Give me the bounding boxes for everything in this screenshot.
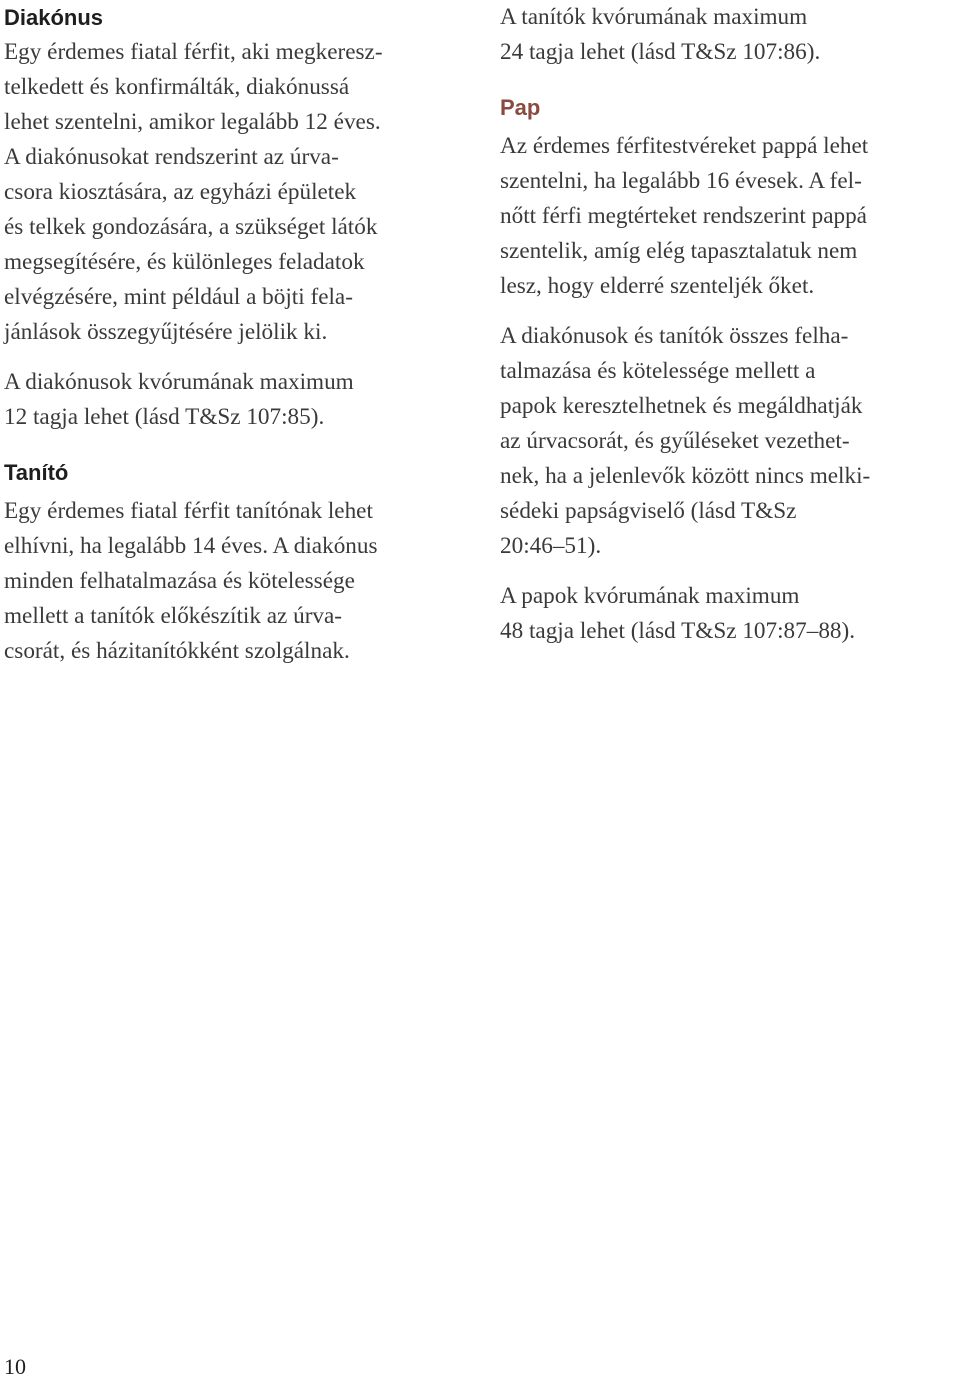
deacon-paragraph <box>4 35 466 350</box>
text-line: 48 tagja lehet (lásd T&Sz 107:87–88). <box>500 618 856 644</box>
left-column <box>4 0 466 669</box>
text-line: Egy érdemes fiatal férfit tanítónak lehet <box>4 498 373 524</box>
text-line: sédeki papságviselő (lásd T&Sz <box>500 498 797 524</box>
text-line: 20:46–51). <box>500 533 602 559</box>
text-line: A tanítók kvórumának maximum <box>500 4 808 30</box>
text-line: telkedett és konfirmálták, diakónussá <box>4 74 350 100</box>
text-line: nőtt férfi megtérteket rendszerint pappá <box>500 203 867 229</box>
text-line: A papok kvórumának maximum <box>500 583 800 609</box>
text-line: lesz, hogy elderré szenteljék őket. <box>500 273 815 299</box>
text-line: 24 tagja lehet (lásd T&Sz 107:86). <box>500 39 821 65</box>
text-line: szentelik, amíg elég tapasztalatuk nem <box>500 238 858 264</box>
section-heading-teacher: Tanító <box>4 460 69 485</box>
text-line: Az érdemes férfitestvéreket pappá lehet <box>500 133 869 159</box>
teacher-quorum-paragraph <box>500 0 958 70</box>
text-line: szentelni, ha legalább 16 évesek. A fel- <box>500 168 862 194</box>
priest-paragraph <box>500 129 958 304</box>
right-column <box>500 0 958 649</box>
text-line: lehet szentelni, amikor legalább 12 éves. <box>4 109 381 135</box>
text-line: mellett a tanítók előkészítik az úrva- <box>4 603 343 629</box>
text-line: Egy érdemes fiatal férfit, aki megkeresz- <box>4 39 383 65</box>
teacher-paragraph <box>4 494 466 669</box>
text-line: A diakónusok és tanítók összes felha- <box>500 323 849 349</box>
section-heading-deacon: Diakónus <box>4 5 104 30</box>
text-line: elvégzésére, mint például a böjti fela- <box>4 284 353 310</box>
text-line: A diakónusok kvórumának maximum <box>4 369 354 395</box>
text-line: és telkek gondozására, a szükséget látók <box>4 214 378 240</box>
text-line: csora kiosztására, az egyházi épületek <box>4 179 357 205</box>
section-heading-priest: Pap <box>500 95 541 120</box>
text-line: az úrvacsorát, és gyűléseket vezethet- <box>500 428 850 454</box>
text-line: A diakónusokat rendszerint az úrva- <box>4 144 339 170</box>
text-line: jánlások összegyűjtésére jelölik ki. <box>4 319 328 345</box>
text-line: csorát, és házitanítókként szolgálnak. <box>4 638 350 664</box>
text-line: papok keresztelhetnek és megáldhatják <box>500 393 863 419</box>
deacon-quorum-paragraph <box>4 365 466 435</box>
priest-authority-paragraph <box>500 319 958 564</box>
text-line: minden felhatalmazása és kötelessége <box>4 568 355 594</box>
text-line: elhívni, ha legalább 14 éves. A diakónus <box>4 533 378 559</box>
text-line: 12 tagja lehet (lásd T&Sz 107:85). <box>4 404 325 430</box>
priest-quorum-paragraph <box>500 579 958 649</box>
text-line: megsegítésére, és különleges feladatok <box>4 249 365 275</box>
text-line: talmazása és kötelessége mellett a <box>500 358 816 384</box>
page-number: 10 <box>4 1354 26 1379</box>
text-line: nek, ha a jelenlevők között nincs melki- <box>500 463 871 489</box>
